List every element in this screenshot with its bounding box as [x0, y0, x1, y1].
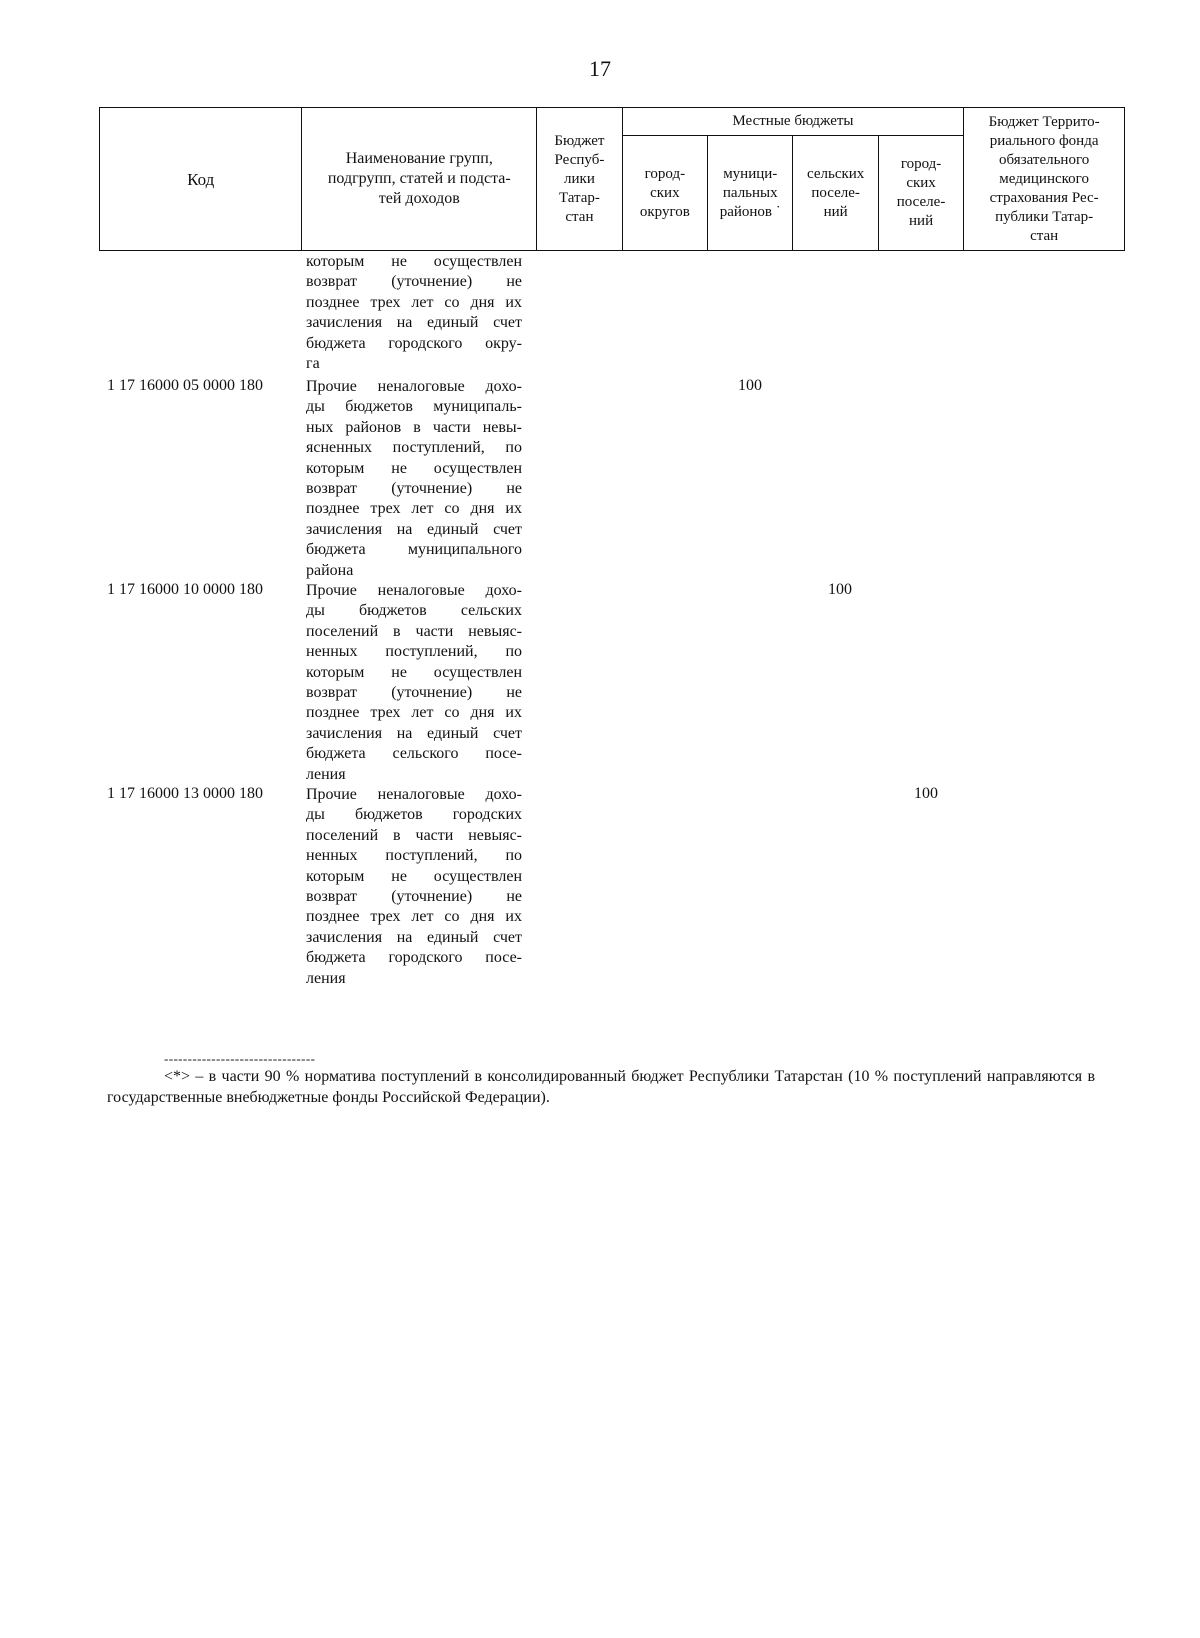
text-line: зачисления на единый счет — [306, 724, 522, 742]
text-line: ненных поступлений, по — [306, 847, 522, 865]
header-name — [302, 108, 537, 251]
row-name — [306, 377, 522, 581]
text-line: пальных — [722, 184, 778, 201]
text-line: стан — [565, 208, 594, 225]
text-line: которым не осуществлен — [306, 867, 522, 885]
text-line: ды бюджетов городских — [306, 806, 522, 824]
text-line: возврат (уточнение) не — [306, 479, 522, 497]
text-line: Татар- — [558, 189, 600, 206]
text-line: района — [306, 561, 354, 579]
text-line: зачисления на единый счет — [306, 928, 522, 946]
text-line: город- — [900, 156, 942, 172]
text-line: возврат (уточнение) не — [306, 887, 522, 905]
text-line: возврат (уточнение) не — [306, 683, 522, 701]
header-municipal-districts — [708, 136, 793, 251]
header-rt-budget — [537, 108, 622, 251]
row-value: 100 — [738, 377, 762, 394]
text-line: бюджета городского посе- — [306, 949, 522, 967]
text-line: Респуб- — [554, 151, 605, 168]
text-line: позднее трех лет со дня их — [306, 500, 522, 518]
header-city-districts — [622, 136, 707, 251]
text-line: муници- — [723, 165, 778, 182]
text-line: страхования Рес- — [989, 189, 1099, 206]
text-line: ления — [306, 765, 346, 783]
text-line: поселе- — [896, 194, 946, 210]
text-line: медицинского — [999, 170, 1089, 187]
text-line: позднее трех лет со дня их — [306, 704, 522, 722]
footnote-rule: -------------------------------- — [164, 1051, 316, 1066]
row-value: 100 — [914, 785, 938, 802]
row-code: 1 17 16000 13 0000 180 — [107, 785, 263, 802]
table-header — [99, 107, 1125, 251]
row-value: 100 — [828, 581, 852, 598]
text-line: Прочие неналоговые дохо- — [306, 378, 522, 395]
text-line: зачисления на единый счет — [306, 520, 522, 538]
text-line: которым не осуществлен — [306, 459, 522, 477]
text-line: ских — [650, 184, 680, 201]
text-line: Прочие неналоговые дохо- — [306, 582, 522, 599]
text-line: ясненных поступлений, по — [306, 439, 522, 457]
text-line: бюджета муниципального — [306, 541, 522, 559]
text-line: га — [306, 354, 320, 372]
text-line: подгрупп, статей и подста- — [327, 170, 511, 187]
row-code: 1 17 16000 10 0000 180 — [107, 581, 263, 598]
text-line: ды бюджетов муниципаль- — [306, 398, 522, 416]
text-line: бюджета сельского посе- — [306, 745, 522, 763]
row-name — [306, 785, 522, 989]
text-line: поселе- — [811, 184, 860, 201]
text-line: Бюджет Террито- — [988, 113, 1100, 130]
text-line: ных районов в части невы- — [306, 418, 522, 436]
text-line: позднее трех лет со дня их — [306, 908, 522, 926]
text-line: бюджета городского окру- — [306, 334, 522, 352]
row-name — [306, 252, 522, 374]
text-line: позднее трех лет со дня их — [306, 293, 522, 311]
text-line: Наименование групп, — [345, 150, 493, 167]
text-line: публики Татар- — [995, 208, 1094, 225]
text-line: ды бюджетов сельских — [306, 602, 522, 620]
page-number: 17 — [589, 56, 611, 81]
row-code: 1 17 16000 05 0000 180 — [107, 377, 263, 394]
text-line: Бюджет — [554, 132, 605, 149]
text-line: стан — [1030, 227, 1059, 244]
header-rural-settlements — [793, 136, 878, 251]
text-line: город- — [644, 165, 686, 182]
text-line: ления — [306, 969, 346, 987]
text-line: поселений в части невыяс- — [306, 622, 522, 640]
text-line: сельских — [807, 165, 865, 182]
header-urban-settlements — [878, 136, 963, 251]
text-line: тей доходов — [378, 190, 460, 207]
text-line: зачисления на единый счет — [306, 314, 522, 332]
text-line: поселений в части невыяс- — [306, 826, 522, 844]
text-line: которым не осуществлен — [306, 253, 522, 270]
text-line: обязательного — [999, 151, 1090, 168]
text-line: ний — [909, 213, 934, 229]
text-line: лики — [564, 170, 595, 187]
text-line: округов — [639, 203, 690, 220]
text-line: ний — [823, 203, 848, 220]
row-name — [306, 581, 522, 785]
text-line: возврат (уточнение) не — [306, 273, 522, 291]
text-line: риального фонда — [989, 132, 1099, 149]
text-line: ских — [906, 175, 936, 191]
text-line: районов ˙ — [719, 203, 781, 220]
header-code: Код — [100, 108, 302, 251]
text-line: ненных поступлений, по — [306, 643, 522, 661]
header-local-budgets: Местные бюджеты — [622, 108, 964, 136]
text-line: Прочие неналоговые дохо- — [306, 786, 522, 803]
footnote: <*> – в части 90 % норматива поступлений в консолидированный бюджет Республики Татарстан (10 % поступлений направляются в государственные внебюджетные фонды Российской Федерации). — [107, 1068, 1095, 1106]
text-line: которым не осуществлен — [306, 663, 522, 681]
header-extra-fund — [964, 108, 1125, 251]
